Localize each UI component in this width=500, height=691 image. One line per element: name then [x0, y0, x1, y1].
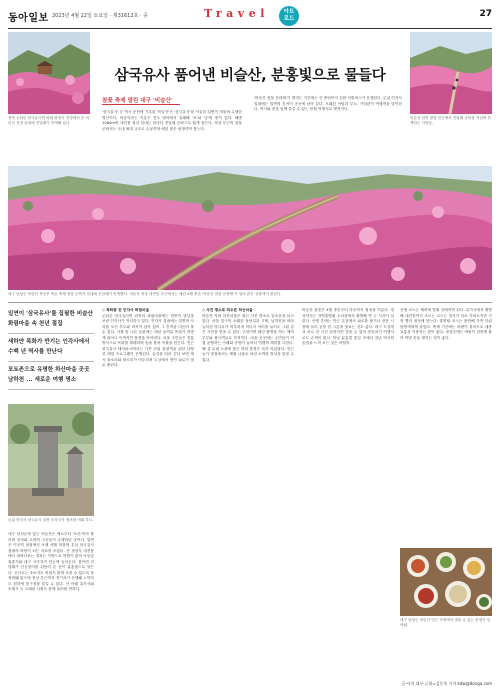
article-headline: 삼국유사 품어낸 비슬산, 분홍빛으로 물들다 — [114, 68, 386, 84]
body-column-2 — [102, 308, 194, 678]
column-subheading: ◇ 목화꽃 핀 인각사 화림마을 — [102, 308, 150, 312]
summary-item: 일연이 '삼국유사'를 집필한 비슬산 화림마을 속 천년 절집 — [8, 308, 94, 334]
column-text: 군위군 삼국유사면 화북리 화림마을에는 일연이 말년을 보낸 인각사가 자리하고 있다. 인각사 경내에는 일연의 사리를 모신 부도와 비석이 남아 있어 그 흔적을 더듬어 볼 수 있다. 사찰 앞 너른 들판에는 매년 늦여름 목화가 하얗게 피어나 이색적인 풍경을 자아낸다. 마을 주민들은 전통 방식으로 목화를 재배하며 솜을 틀어 이불을 만든다. 인근 삼국유사 테마파크에서는 가족 단위 관광객을 위한 다양한 체험 프로그램이 운영된다. 숲길을 따라 걷다 보면 계곡 물소리와 새소리가 어우러져 도심에서 쌓인 피로가 절로 풀린다. — [102, 313, 194, 368]
summary-box — [8, 308, 94, 392]
body-column-4: 비슬산 참꽃은 4월 중순부터 하순까지 절정을 이룬다. 정상까지는 자연휴양림 주차장에서 출발해 약 두 시간이 걸린다. 산행 후에는 인근 온천에서 피로를 풀거나 현풍 시장에 들러 곰탕 한 그릇을 맛보는 것도 좋다. 대구 도심에서 차로 한 시간 남짓이면 닿을 수 있어 당일치기 여행지로도 손색이 없다. 봄날 분홍빛 꽃길 속에서 천년 역사의 숨결을 느껴 보는 것은 어떨까. — [302, 308, 394, 346]
section-divider — [8, 302, 492, 303]
publication-date: 2023년 4월 22일 토요일 · 제31612호 · 종 — [52, 13, 148, 19]
body-column-3 — [202, 308, 294, 678]
photo-azalea-field — [410, 32, 492, 114]
lead-column-2: '비슬산 참꽃 문화제'가 열리는 기간에는 산 중턱까지 순환 셔틀버스가 운행된다. 군위 인각사 일대에는 일연의 흔적이 곳곳에 남아 있다. 오래된 석탑과 부도, 기념관이 여행객을 맞이한다. 역사와 꽃을 함께 즐길 수 있는 봄철 여행지로 제격이다. — [254, 96, 402, 111]
section-title: Travel — [204, 7, 269, 20]
column-subheading: ◇ 사진 명소로 떠오른 하산마을 — [202, 308, 253, 312]
reporter-byline: 글·사진 대구·군위=김동욱 기자 kdw@donga.com — [401, 681, 492, 686]
caption-main-photo: 대구 달성군 비슬산 정상부 비슬 축제 참꽃 군락지 일대에 진달래가 만개했다. 비슬산 정상 대견봉 부근에서는 매년 4월 중순 '비슬산 참꽃 문화제'가 열려 많은 상춘객이 몰린다. — [8, 292, 282, 296]
photo-azalea-mountain-panorama — [8, 166, 492, 290]
page-number: 27 — [479, 9, 492, 19]
summary-item: 새하얀 목화가 반기는 인각사에서 수백 년 역사를 만난다 — [8, 336, 94, 362]
subhead-underline — [102, 104, 180, 105]
body-column-1: 대구 달성군에 있는 비슬산은 예로부터 '포산'이라 불리며 신라와 고려의 고승들이 수행하던 곳이다. 일연은 이곳의 절집에서 오랜 세월 머물며 훗날 삼국유사 집필의 바탕이 되는 자료를 모았다. 산 정상부 대견봉에서 내려다보는 경치는 사방으로 막힘이 없어 낙동강 물줄기와 대구 시가지가 한눈에 들어온다. 봄이면 진달래가 산등성이를 뒤덮어 온 산이 분홍빛으로 물든다. 등산로는 초보자도 어렵지 않게 오를 수 있도록 잘 정비돼 있으며 정상 부근까지 전기차가 운행돼 노약자도 편하게 꽃구경을 즐길 수 있다. 산 아래 유가사와 소재사 등 오래된 사찰도 함께 둘러볼 만하다. — [8, 532, 94, 592]
caption-food-photo: 대구 달성군 비슬산 인근 식당에서 맛볼 수 있는 한정식 상차림. — [400, 618, 491, 627]
newspaper-logo: 동아일보 — [8, 13, 49, 24]
caption-top-right: 비슬산 일연 광장 인근에서 진달래 군락을 거닐며 산책하는 사람들. — [410, 116, 491, 125]
lead-column-1: '삼국유사' 등 역사 문헌에 기록된 '비슬산'은 '삼국유사'를 저술한 일연이 머물며 수행한 명산이다. 비슬이라는 이름은 인도 범어에서 유래해 '포'와 '슬'의 뜻이 있다. 해발 1084m의 대견봉 정상 일대는 봄마다 진달래 군락으로 붉게 물든다. 정상 부근의 참꽃 군락지는 국내 최대 규모로 손꼽히며 매년 많은 탐방객이 찾는다. — [102, 110, 242, 131]
photo-stone-monument — [8, 404, 94, 516]
photo-korean-table-setting — [400, 548, 492, 616]
caption-small-photo: 군위 인각사 삼국유사 일연 보각국사 정조탑 비와 부도. — [8, 518, 94, 522]
masthead-rule — [8, 28, 492, 29]
photo-hillside-temple — [8, 32, 90, 114]
masthead — [8, 6, 492, 28]
article-subhead: 참꽃 축제 열린 대구 '비슬산' — [102, 98, 173, 104]
section-badge: 아트 로드 — [279, 6, 299, 26]
column-text: 비슬산 자락 하산마을은 최근 사진 명소로 입소문을 타고 있다. 마을 입구의 오래된 돌담길과 고택, 남하천을 따라 늘어선 벚나무가 어우러져 어디서 셔터를 눌러도 그림 같은 사진을 얻을 수 있다. 주말이면 웨딩 촬영을 하는 예비부부와 출사객들로 북적인다. 마을 곳곳에는 주민들이 직접 운영하는 카페와 공방이 들어서 여행의 재미를 더한다. 해 질 무렵 노을에 물든 하천 풍경은 특히 아름답다. 인근 농가 맛집에서는 제철 나물로 차린 소박한 밥상을 맛볼 수 있다. — [202, 313, 294, 362]
body-column-5: 산행 코스는 체력에 맞춰 선택하면 된다. 유가사에서 출발해 대견봉까지 오르는 코스는 경사가 다소 가파르지만 가장 빨리 정상에 닿는다. 휴양림 코스는 완만해 가족 단위 탐방객에게 알맞다. 축제 기간에는 차량이 몰리므로 대중교통을 이용하는 편이 좋다. 정상부에는 바람이 강하게 불어 여벌 옷을 챙기는 것이 좋다. — [400, 308, 492, 340]
caption-top-left: 경북 군위군 삼국유사면 화림 화장사 전경에서 본 비슬산 전경 일대에 진달래가 만개해 있다. — [8, 116, 89, 125]
summary-item: 포토존으로 유명한 하산마을 곳곳 남하천 ... 새로운 여행 명소 — [8, 364, 94, 390]
